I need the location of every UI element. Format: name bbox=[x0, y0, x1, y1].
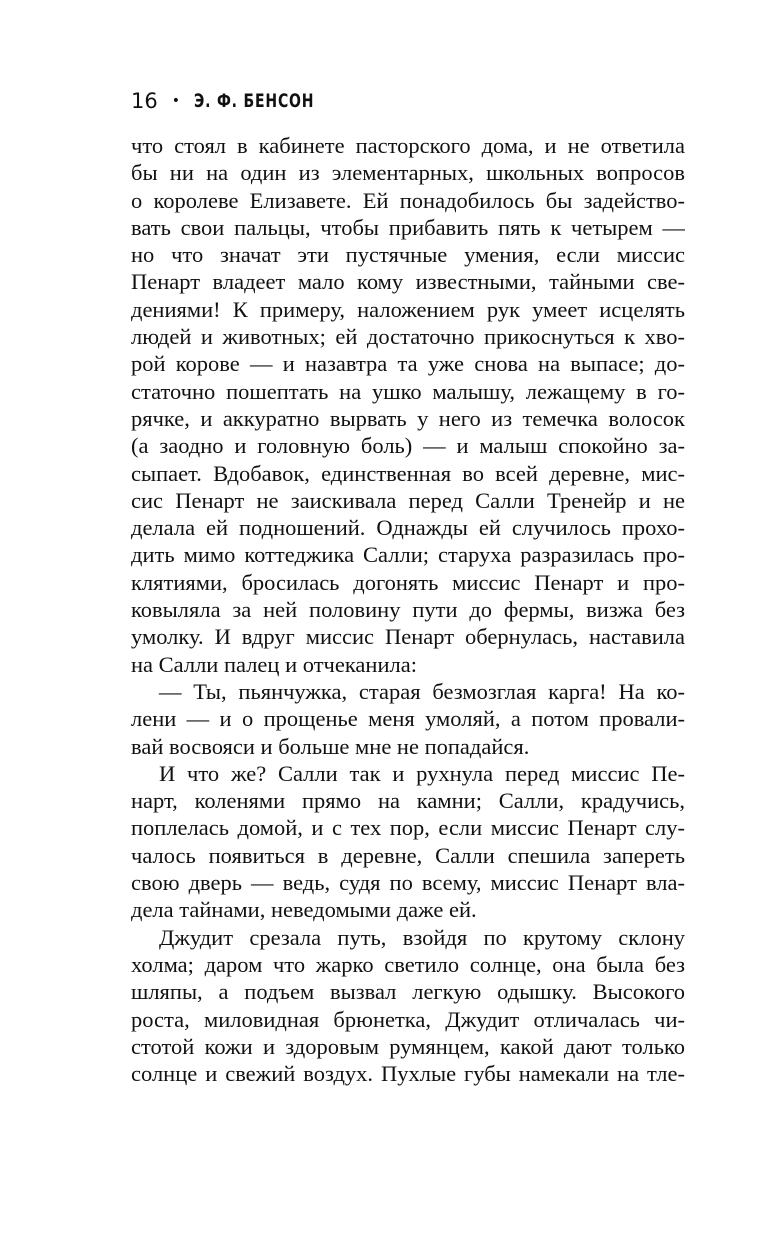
text-line: но что значат эти пустячные умения, если миссис bbox=[131, 242, 685, 268]
text-line: чалось появиться в деревне, Салли спешила запереть bbox=[131, 842, 685, 868]
text-line: холма; даром что жарко светило солнце, она была без bbox=[131, 951, 685, 977]
text-line: лени — и о прощенье меня умоляй, а потом провали- bbox=[131, 706, 685, 732]
text-line: нарт, коленями прямо на камни; Салли, крадучись, bbox=[131, 788, 685, 814]
text-line: солнце и свежий воздух. Пухлые губы намекали на тле- bbox=[131, 1061, 685, 1087]
text-line: вать свои пальцы, чтобы прибавить пять к четырем — bbox=[131, 214, 685, 240]
text-line: роста, миловидная брюнетка, Джудит отличалась чи- bbox=[131, 1006, 685, 1032]
text-line: стотой кожи и здоровым румянцем, какой дают только bbox=[131, 1033, 685, 1059]
paragraph bbox=[131, 132, 685, 678]
text-line: дить мимо коттеджика Салли; старуха разразилась про- bbox=[131, 542, 685, 568]
text-line: умолку. И вдруг миссис Пенарт обернулась, наставила bbox=[131, 624, 685, 650]
bullet-separator: • bbox=[171, 93, 180, 109]
text-line: бы ни на один из элементарных, школьных вопросов bbox=[131, 160, 685, 186]
text-line: статочно пошептать на ушко малышу, лежащему в го- bbox=[131, 378, 685, 404]
text-line: вай восвояси и больше мне не попадайся. bbox=[131, 733, 530, 759]
text-line: сис Пенарт не заискивала перед Салли Тренейр и не bbox=[131, 487, 685, 513]
text-line: шляпы, а подъем вызвал легкую одышку. Высокого bbox=[131, 979, 685, 1005]
text-line: сыпает. Вдобавок, единственная во всей деревне, мис- bbox=[131, 460, 685, 486]
text-line: Пенарт владеет мало кому известными, тайными све- bbox=[131, 269, 685, 295]
author-name: Э. Ф. БЕНСОН bbox=[194, 90, 315, 112]
page-number: 16 bbox=[131, 89, 158, 113]
text-line: И что же? Салли так и рухнула перед миссис Пе- bbox=[159, 760, 685, 786]
text-line: делала ей подношений. Однажды ей случилось прохо- bbox=[131, 515, 685, 541]
text-line: — Ты, пьянчужка, старая безмозглая карга! На ко- bbox=[159, 678, 685, 704]
text-line: рячке, и аккуратно вырвать у него из темечка волосок bbox=[131, 405, 685, 431]
paragraph bbox=[131, 678, 685, 760]
text-line: поплелась домой, и с тех пор, если миссис Пенарт слу- bbox=[131, 815, 685, 841]
text-line: людей и животных; ей достаточно прикоснуться к хво- bbox=[131, 324, 685, 350]
running-head bbox=[131, 86, 341, 116]
text-line: (а заодно и головную боль) — и малыш спокойно за- bbox=[131, 433, 685, 459]
text-line: ковыляла за ней половину пути до фермы, визжа без bbox=[131, 597, 685, 623]
text-line: свою дверь — ведь, судя по всему, миссис Пенарт вла- bbox=[131, 870, 685, 896]
text-line: дела тайнами, неведомыми даже ей. bbox=[131, 897, 477, 923]
body-text bbox=[131, 132, 685, 1087]
text-line: о королеве Елизавете. Ей понадобилось бы задейство- bbox=[131, 187, 685, 213]
paragraph bbox=[131, 924, 685, 1088]
text-line: рой корове — и назавтра та уже снова на выпасе; до- bbox=[131, 351, 685, 377]
text-line: на Салли палец и отчеканила: bbox=[131, 651, 417, 677]
text-line: дениями! К примеру, наложением рук умеет исцелять bbox=[131, 296, 685, 322]
text-line: клятиями, бросилась догонять миссис Пенарт и про- bbox=[131, 569, 685, 595]
text-line: что стоял в кабинете пасторского дома, и не ответила bbox=[131, 133, 685, 158]
text-line: Джудит срезала путь, взойдя по крутому склону bbox=[159, 924, 685, 950]
paragraph bbox=[131, 760, 685, 924]
